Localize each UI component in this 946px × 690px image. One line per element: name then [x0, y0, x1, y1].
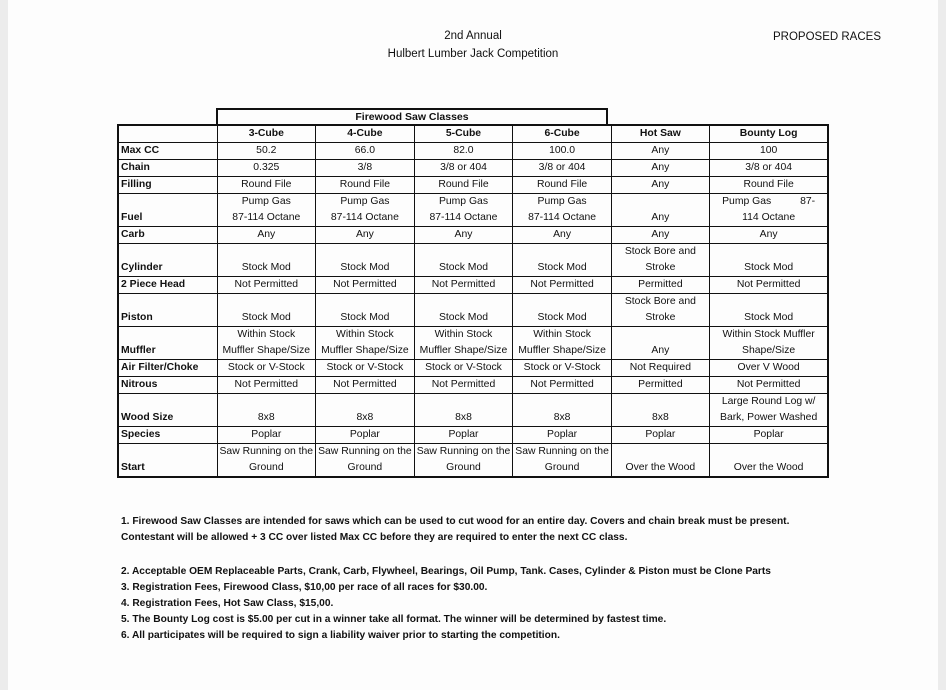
row-label: Max CC	[118, 143, 217, 160]
cell-line: Ground	[544, 462, 580, 473]
cell-line: 100.0	[549, 145, 576, 156]
table-cell	[611, 194, 709, 227]
cell-line: Stock or V-Stock	[523, 362, 601, 373]
row-label: Chain	[118, 160, 217, 177]
row-label: Carb	[118, 227, 217, 244]
cell-line: Round File	[339, 179, 391, 190]
row-label: Species	[118, 427, 217, 444]
cell-line: Pump Gas	[438, 196, 489, 207]
table-cell	[316, 227, 415, 244]
cell-line: 8x8	[651, 412, 669, 423]
cell-line: 3/8	[357, 162, 373, 173]
cell-line: 50.2	[256, 145, 277, 156]
table-row	[118, 394, 828, 427]
cell-line: 3/8 or 404	[745, 162, 793, 173]
cell-line: 87-114 Octane	[429, 212, 498, 223]
table-cell	[709, 244, 828, 277]
cell-line	[712, 444, 826, 460]
table-cell	[709, 277, 828, 294]
cell-line: Not Permitted	[736, 279, 801, 290]
cell-line: Not Permitted	[234, 279, 299, 290]
table-cell	[513, 244, 612, 277]
table-cell	[513, 377, 612, 394]
race-rules-table	[117, 124, 829, 478]
cell-line: Within Stock Muffler	[722, 329, 815, 340]
cell-line: Poplar	[251, 429, 282, 440]
note-4: 4. Registration Fees, Hot Saw Class, $15,00.	[121, 598, 334, 609]
cell-line: Any	[257, 229, 276, 240]
table-row	[118, 360, 828, 377]
table-cell	[316, 294, 415, 327]
table-row	[118, 294, 828, 327]
cell-line	[318, 394, 412, 410]
cell-line: Not Permitted	[333, 279, 397, 290]
cell-line: Within Stock	[434, 329, 493, 340]
table-cell	[414, 394, 513, 427]
table-cell	[513, 327, 612, 360]
cell-line: Stock Mod	[537, 262, 587, 273]
table-cell	[611, 227, 709, 244]
table-cell	[414, 360, 513, 377]
table-cell	[217, 194, 316, 227]
note-2: 2. Acceptable OEM Replaceable Parts, Crank, Carb, Flywheel, Bearings, Oil Pump, Tank. Cases, Cylinder & Piston must be Clone Parts	[121, 566, 771, 577]
table-cell	[611, 244, 709, 277]
cell-line	[614, 444, 707, 460]
table-cell	[611, 294, 709, 327]
cell-line	[318, 244, 412, 260]
cell-line: Any	[651, 229, 670, 240]
table-cell	[414, 227, 513, 244]
cell-line: Pump Gas	[340, 196, 390, 207]
cell-line: Not Permitted	[530, 379, 594, 390]
table-cell	[217, 143, 316, 160]
table-cell	[513, 227, 612, 244]
note-5: 5. The Bounty Log cost is $5.00 per cut in a winner take all format. The winner will be determined by fastest time.	[121, 614, 667, 625]
table-row	[118, 244, 828, 277]
table-cell	[513, 444, 612, 478]
column-header: Bounty Log	[709, 125, 828, 143]
cell-line: Over V Wood	[737, 362, 800, 373]
table-cell	[709, 143, 828, 160]
cell-line	[515, 294, 609, 310]
table-row	[118, 160, 828, 177]
cell-line: Ground	[347, 462, 383, 473]
column-header: 4-Cube	[316, 125, 415, 143]
table-cell	[217, 394, 316, 427]
table-cell	[709, 227, 828, 244]
table-cell	[217, 377, 316, 394]
cell-line: Permitted	[638, 379, 683, 390]
cell-line: Saw Running on the	[515, 446, 609, 457]
row-label: Start	[118, 444, 217, 478]
table-cell	[414, 294, 513, 327]
cell-line: Muffler Shape/Size	[518, 345, 606, 356]
table-cell	[217, 444, 316, 478]
table-cell	[414, 427, 513, 444]
cell-line: Round File	[536, 179, 588, 190]
cell-line: Stock Mod	[537, 312, 587, 323]
table-cell	[709, 360, 828, 377]
cell-line: 82.0	[453, 145, 474, 156]
cell-line	[712, 244, 826, 260]
cell-line: 87-114 Octane	[528, 212, 597, 223]
table-cell	[611, 427, 709, 444]
cell-line: Any	[651, 145, 670, 156]
table-cell	[217, 427, 316, 444]
table-cell	[513, 360, 612, 377]
cell-line: 8x8	[257, 412, 275, 423]
left-edge-shadow	[0, 0, 8, 690]
table-cell	[513, 143, 612, 160]
table-row	[118, 194, 828, 227]
table-cell	[316, 377, 415, 394]
header-blank-cell	[118, 125, 217, 143]
table-row	[118, 327, 828, 360]
table-cell	[414, 160, 513, 177]
table-cell	[513, 277, 612, 294]
cell-line: Any	[651, 179, 670, 190]
table-row	[118, 427, 828, 444]
cell-line: Any	[651, 345, 670, 356]
cell-line: Stock Mod	[241, 312, 291, 323]
table-cell	[414, 327, 513, 360]
cell-line: Ground	[446, 462, 481, 473]
cell-line	[220, 394, 314, 410]
cell-line: Within Stock	[237, 329, 296, 340]
cell-line: Stroke	[645, 262, 676, 273]
table-cell	[414, 177, 513, 194]
cell-line: Saw Running on the	[416, 446, 511, 457]
notes-section	[121, 514, 901, 644]
table-cell	[217, 360, 316, 377]
cell-line: Muffler Shape/Size	[222, 345, 311, 356]
cell-line: Not Permitted	[530, 279, 594, 290]
table-cell	[513, 427, 612, 444]
cell-line	[220, 294, 314, 310]
document-title-line-2: Hulbert Lumber Jack Competition	[387, 48, 559, 60]
table-cell	[709, 444, 828, 478]
cell-line: Within Stock	[336, 329, 394, 340]
table-cell	[217, 227, 316, 244]
table-cell	[611, 394, 709, 427]
cell-line: Over the Wood	[733, 462, 804, 473]
column-header: 6-Cube	[513, 125, 612, 143]
cell-line: Stroke	[645, 312, 676, 323]
cell-line: 8x8	[553, 412, 571, 423]
table-row	[118, 177, 828, 194]
table-cell	[611, 177, 709, 194]
cell-line: Stock Mod	[340, 312, 390, 323]
cell-line	[614, 394, 707, 410]
cell-line: Not Permitted	[431, 279, 496, 290]
cell-line: 100	[759, 145, 778, 156]
table-cell	[709, 427, 828, 444]
column-header: 3-Cube	[217, 125, 316, 143]
cell-line	[515, 394, 609, 410]
cell-line: Any	[454, 229, 473, 240]
cell-line	[614, 327, 707, 343]
cell-line	[417, 394, 511, 410]
table-cell	[316, 143, 415, 160]
cell-line: Stock Bore and	[624, 296, 696, 307]
table-header-row	[118, 125, 828, 143]
cell-line: Poplar	[547, 429, 578, 440]
table-cell	[709, 177, 828, 194]
cell-line: 8x8	[455, 412, 472, 423]
note-1-line-1: 1. Firewood Saw Classes are intended for saws which can be used to cut wood for an entire day. Covers and chain break must be present.	[121, 516, 790, 527]
row-label: Piston	[118, 294, 217, 327]
cell-line: Poplar	[753, 429, 784, 440]
table-cell	[709, 327, 828, 360]
cell-line: Muffler Shape/Size	[419, 345, 508, 356]
cell-line: Bark, Power Washed	[720, 412, 818, 423]
table-cell	[513, 194, 612, 227]
table-cell	[611, 377, 709, 394]
cell-line: Poplar	[645, 429, 676, 440]
cell-line: Stock Mod	[438, 312, 489, 323]
cell-line: Over the Wood	[625, 462, 696, 473]
table-cell	[611, 360, 709, 377]
cell-line: Stock Mod	[241, 262, 291, 273]
table-cell	[414, 377, 513, 394]
cell-line: Round File	[241, 179, 292, 190]
cell-line	[318, 294, 412, 310]
note-1-line-2: Contestant will be allowed + 3 CC over listed Max CC before they are required to enter the next CC class.	[121, 532, 628, 543]
table-cell	[414, 444, 513, 478]
cell-line: Any	[651, 212, 670, 223]
cell-line: Ground	[248, 462, 284, 473]
table-cell	[217, 244, 316, 277]
cell-line: Pump Gas 87-	[722, 196, 816, 207]
table-row	[118, 227, 828, 244]
table-cell	[316, 160, 415, 177]
cell-line: Shape/Size	[742, 345, 796, 356]
cell-line: Pump Gas	[537, 196, 587, 207]
table-cell	[611, 143, 709, 160]
cell-line: Permitted	[638, 279, 683, 290]
cell-line: 0.325	[253, 162, 280, 173]
table-cell	[316, 394, 415, 427]
table-cell	[513, 394, 612, 427]
cell-line: Pump Gas	[241, 196, 291, 207]
table-cell	[513, 177, 612, 194]
table-cell	[709, 377, 828, 394]
cell-line: Muffler Shape/Size	[321, 345, 409, 356]
cell-line: 66.0	[354, 145, 375, 156]
cell-line: 3/8 or 404	[538, 162, 586, 173]
table-cell	[709, 160, 828, 177]
table-row	[118, 143, 828, 160]
cell-line: Not Permitted	[234, 379, 299, 390]
row-label: Filling	[118, 177, 217, 194]
table-cell	[611, 444, 709, 478]
firewood-saw-classes-header: Firewood Saw Classes	[216, 108, 608, 124]
cell-line: Saw Running on the	[318, 446, 412, 457]
cell-line: 87-114 Octane	[232, 212, 301, 223]
cell-line: Round File	[438, 179, 489, 190]
cell-line: Stock Mod	[744, 262, 794, 273]
cell-line	[417, 294, 511, 310]
document-title-line-1: 2nd Annual	[444, 30, 502, 42]
table-row	[118, 444, 828, 478]
cell-line: Stock or V-Stock	[326, 362, 404, 373]
table-cell	[414, 244, 513, 277]
cell-line: 87-114 Octane	[330, 212, 399, 223]
row-label: Wood Size	[118, 394, 217, 427]
row-label: Cylinder	[118, 244, 217, 277]
cell-line	[712, 294, 826, 310]
cell-line: Saw Running on the	[219, 446, 314, 457]
row-label: 2 Piece Head	[118, 277, 217, 294]
cell-line: Any	[759, 229, 778, 240]
table-cell	[513, 294, 612, 327]
table-cell	[709, 194, 828, 227]
cell-line: 8x8	[356, 412, 374, 423]
cell-line: Stock Mod	[340, 262, 390, 273]
table-cell	[316, 327, 415, 360]
cell-line	[515, 244, 609, 260]
cell-line: Any	[355, 229, 374, 240]
table-row	[118, 277, 828, 294]
cell-line	[614, 194, 707, 210]
cell-line	[417, 244, 511, 260]
row-label: Nitrous	[118, 377, 217, 394]
cell-line: Stock or V-Stock	[425, 362, 502, 373]
cell-line: Not Permitted	[431, 379, 496, 390]
cell-line: Not Permitted	[333, 379, 397, 390]
cell-line: Round File	[743, 179, 794, 190]
cell-line: Large Round Log w/	[721, 396, 816, 407]
table-cell	[316, 177, 415, 194]
row-label: Muffler	[118, 327, 217, 360]
table-cell	[316, 444, 415, 478]
table-row	[118, 377, 828, 394]
table-cell	[513, 160, 612, 177]
table-cell	[414, 143, 513, 160]
row-label: Air Filter/Choke	[118, 360, 217, 377]
table-cell	[709, 294, 828, 327]
cell-line: Any	[553, 229, 572, 240]
cell-line	[220, 244, 314, 260]
row-label: Fuel	[118, 194, 217, 227]
table-cell	[217, 294, 316, 327]
table-cell	[217, 160, 316, 177]
table-cell	[316, 277, 415, 294]
table-cell	[217, 177, 316, 194]
table-cell	[611, 327, 709, 360]
cell-line: 114 Octane	[742, 212, 796, 223]
table-cell	[709, 394, 828, 427]
table-cell	[316, 194, 415, 227]
column-header: 5-Cube	[414, 125, 513, 143]
table-cell	[611, 160, 709, 177]
cell-line: Stock or V-Stock	[227, 362, 305, 373]
table-cell	[316, 360, 415, 377]
cell-line: Stock Mod	[438, 262, 489, 273]
table-cell	[414, 277, 513, 294]
cell-line: Stock Bore and	[624, 246, 696, 257]
cell-line: Stock Mod	[744, 312, 794, 323]
cell-line: Poplar	[349, 429, 380, 440]
right-edge-shadow	[938, 0, 946, 690]
table-cell	[217, 277, 316, 294]
cell-line: Within Stock	[533, 329, 591, 340]
table-cell	[414, 194, 513, 227]
note-3: 3. Registration Fees, Firewood Class, $10,00 per race of all races for $30.00.	[121, 582, 488, 593]
table-cell	[316, 427, 415, 444]
column-header: Hot Saw	[611, 125, 709, 143]
cell-line: 3/8 or 404	[440, 162, 487, 173]
proposed-races-label: PROPOSED RACES	[773, 31, 881, 43]
cell-line: Not Required	[629, 362, 691, 373]
cell-line: Not Permitted	[736, 379, 801, 390]
note-6: 6. All participates will be required to sign a liability waiver prior to starting the competition.	[121, 630, 560, 641]
cell-line: Any	[651, 162, 670, 173]
table-cell	[611, 277, 709, 294]
table-cell	[316, 244, 415, 277]
table-cell	[217, 327, 316, 360]
cell-line: Poplar	[448, 429, 479, 440]
